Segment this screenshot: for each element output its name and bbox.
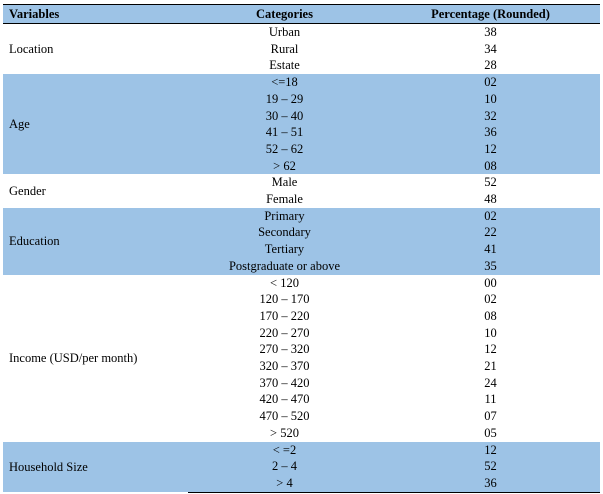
category-cell: < =2 <box>272 442 297 457</box>
category-cell: Rural <box>270 41 299 56</box>
header-row <box>3 5 600 24</box>
percentage-cell: 12 <box>484 141 497 156</box>
category-cell: 120 – 170 <box>259 292 310 307</box>
percentage-cell: 11 <box>484 392 497 407</box>
category-cell: Female <box>266 192 303 207</box>
percentage-cell: 38 <box>484 25 497 39</box>
category-cell: 420 – 470 <box>259 392 310 407</box>
table-row <box>3 275 600 292</box>
category-cell: Tertiary <box>264 242 305 257</box>
table-row <box>3 174 600 191</box>
percentage-cell: 28 <box>484 58 497 73</box>
percentage-cell: 00 <box>484 275 497 290</box>
percentage-cell: 02 <box>484 75 497 90</box>
variable-cell: Age <box>9 116 30 131</box>
percentage-cell: 36 <box>381 475 600 492</box>
header-variables: Variables <box>3 5 188 24</box>
percentage-cell: 32 <box>484 108 497 123</box>
percentage-cell: 10 <box>484 325 497 340</box>
category-cell: Estate <box>269 58 300 73</box>
percentage-cell: 34 <box>484 41 497 56</box>
variable-cell: Gender <box>9 183 46 198</box>
percentage-cell: 12 <box>484 442 497 457</box>
category-cell: 370 – 420 <box>259 375 310 390</box>
percentage-cell: 35 <box>484 258 497 273</box>
percentage-cell: 07 <box>484 409 497 424</box>
percentage-cell: 52 <box>484 459 497 474</box>
category-cell: Secondary <box>258 225 311 240</box>
category-cell: 220 – 270 <box>259 325 310 340</box>
percentage-cell: 05 <box>484 425 497 440</box>
percentage-cell: 22 <box>484 225 497 240</box>
category-cell: 270 – 320 <box>259 342 310 357</box>
category-cell: Urban <box>268 25 301 39</box>
category-cell: 30 – 40 <box>265 108 304 123</box>
category-cell: 170 – 220 <box>259 308 310 323</box>
percentage-cell: 41 <box>484 242 497 257</box>
percentage-cell: 08 <box>484 158 497 173</box>
percentage-cell: 12 <box>484 342 497 357</box>
category-cell: <=18 <box>271 75 298 90</box>
header-percentage: Percentage (Rounded) <box>381 5 600 24</box>
category-cell: 320 – 370 <box>259 359 310 374</box>
percentage-cell: 02 <box>484 292 497 307</box>
category-cell: 2 – 4 <box>272 459 297 474</box>
category-cell: Primary <box>264 208 305 223</box>
header-categories: Categories <box>188 5 381 24</box>
variable-cell: Household Size <box>9 459 88 474</box>
table-body <box>3 24 600 493</box>
percentage-cell: 36 <box>484 125 497 140</box>
table-row <box>3 24 600 41</box>
table-row <box>3 74 600 91</box>
variable-cell: Location <box>9 41 54 56</box>
percentage-cell: 10 <box>484 91 497 106</box>
category-cell: Postgraduate or above <box>228 258 341 273</box>
category-cell: > 4 <box>188 475 381 492</box>
percentage-cell: 08 <box>484 308 497 323</box>
percentage-cell: 21 <box>484 359 497 374</box>
category-cell: Male <box>271 175 298 190</box>
variable-cell: Education <box>9 233 60 248</box>
category-cell: > 520 <box>270 425 299 440</box>
category-cell: 470 – 520 <box>259 409 310 424</box>
table-row <box>3 208 600 225</box>
demographics-table <box>3 4 600 493</box>
category-cell: > 62 <box>273 158 296 173</box>
percentage-cell: 48 <box>484 192 497 207</box>
percentage-cell: 52 <box>484 175 497 190</box>
category-cell: 19 – 29 <box>265 91 304 106</box>
variable-cell: Income (USD/per month) <box>9 350 138 365</box>
table-row <box>3 442 600 459</box>
category-cell: 41 – 51 <box>265 125 304 140</box>
percentage-cell: 02 <box>484 208 497 223</box>
category-cell: 52 – 62 <box>265 141 304 156</box>
category-cell: < 120 <box>270 275 299 290</box>
percentage-cell: 24 <box>484 375 497 390</box>
